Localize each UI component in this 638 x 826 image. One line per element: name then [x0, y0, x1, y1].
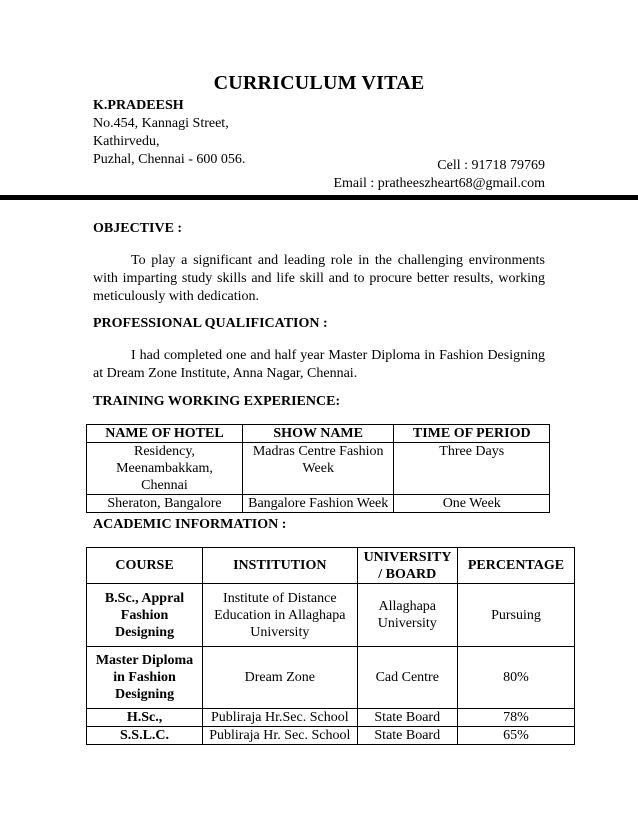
table-cell — [242, 443, 394, 495]
table-cell: Cad Centre — [357, 647, 457, 709]
cell-text: B.Sc., Appral Fashion Designing — [104, 590, 185, 640]
table-row — [87, 495, 550, 513]
qualification-text: I had completed one and half year Master Diploma in Fashion Designing at Dream Zone Institute, Anna Nagar, Chennai. — [93, 348, 545, 381]
table-cell: Three Days — [394, 443, 550, 495]
cell-text: Allaghapa University — [377, 599, 437, 631]
table-cell: Sheraton, Bangalore — [87, 495, 243, 513]
qualification-heading: PROFESSIONAL QUALIFICATION : — [93, 316, 328, 331]
column-header: PERCENTAGE — [457, 548, 574, 584]
table-cell — [203, 584, 358, 647]
objective-text: To play a significant and leading role in the challenging environments with imparting study skills and life skill and to procure better results, working meticulously with dedication. — [93, 253, 545, 304]
objective-heading: OBJECTIVE : — [93, 221, 183, 236]
cell-text: Master Diploma in Fashion Designing — [95, 653, 194, 702]
table-cell: 78% — [457, 709, 574, 727]
qualification-paragraph — [93, 347, 545, 383]
address-line: Puzhal, Chennai - 600 056. — [93, 152, 246, 167]
table-cell — [357, 584, 457, 647]
table-cell — [87, 443, 243, 495]
academic-table — [86, 547, 575, 745]
table-cell — [87, 584, 203, 647]
address-block — [93, 97, 245, 169]
column-header: COURSE — [87, 548, 203, 584]
column-header: INSTITUTION — [203, 548, 358, 584]
cell-text: Residency, Meenambakkam, Chennai — [116, 444, 213, 493]
table-cell: 80% — [457, 647, 574, 709]
table-cell: Dream Zone — [203, 647, 358, 709]
academic-heading: ACADEMIC INFORMATION : — [93, 517, 287, 532]
table-header-row — [87, 548, 575, 584]
column-header — [357, 548, 457, 584]
column-header: TIME OF PERIOD — [394, 425, 550, 443]
table-cell: Bangalore Fashion Week — [242, 495, 394, 513]
column-header: NAME OF HOTEL — [87, 425, 243, 443]
table-cell: S.S.L.C. — [87, 727, 203, 745]
candidate-name: K.PRADEESH — [93, 98, 184, 113]
table-cell: Pursuing — [457, 584, 574, 647]
table-cell: Publiraja Hr.Sec. School — [203, 709, 358, 727]
header-divider — [0, 195, 638, 200]
table-cell: One Week — [394, 495, 550, 513]
cell-text: Madras Centre Fashion Week — [252, 444, 384, 476]
table-row — [87, 584, 575, 647]
table-cell: 65% — [457, 727, 574, 745]
table-cell: State Board — [357, 727, 457, 745]
table-cell: Publiraja Hr. Sec. School — [203, 727, 358, 745]
cell-text: Institute of Distance Education in Allaghapa University — [214, 590, 346, 640]
training-table — [86, 424, 550, 513]
table-row — [87, 647, 575, 709]
table-cell: H.Sc., — [87, 709, 203, 727]
table-row — [87, 443, 550, 495]
contact-block — [333, 157, 545, 193]
column-header-text: UNIVERSITY / BOARD — [363, 549, 452, 582]
table-row — [87, 709, 575, 727]
document-title: CURRICULUM VITAE — [213, 72, 425, 94]
table-row — [87, 727, 575, 745]
address-line: No.454, Kannagi Street, — [93, 116, 229, 131]
training-heading: TRAINING WORKING EXPERIENCE: — [93, 394, 341, 409]
table-cell: State Board — [357, 709, 457, 727]
email-address: Email : pratheeszheart68@gmail.com — [333, 176, 545, 191]
table-header-row — [87, 425, 550, 443]
objective-paragraph — [93, 252, 545, 306]
address-line: Kathirvedu, — [93, 134, 160, 149]
column-header: SHOW NAME — [242, 425, 394, 443]
table-cell — [87, 647, 203, 709]
cell-number: Cell : 91718 79769 — [437, 158, 545, 173]
